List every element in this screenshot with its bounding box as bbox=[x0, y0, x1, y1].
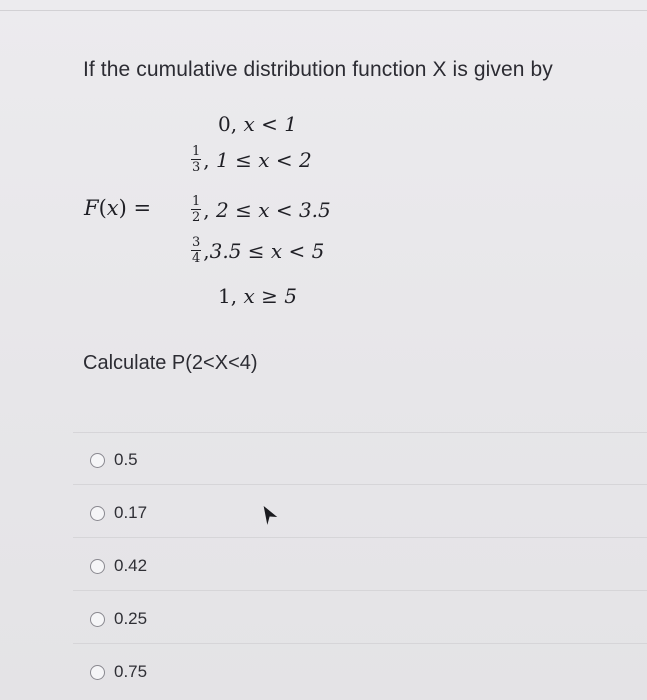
option-label: 0.5 bbox=[114, 450, 138, 469]
cdf-case-value: 0 bbox=[218, 112, 231, 136]
cdf-variable: x bbox=[106, 196, 119, 220]
radio-button-icon[interactable] bbox=[90, 453, 105, 468]
cdf-case-condition: x < 1 bbox=[243, 112, 297, 136]
cdf-case-value: 1 bbox=[218, 284, 231, 308]
option-label: 0.75 bbox=[114, 662, 148, 681]
options-divider-top bbox=[73, 432, 647, 433]
option-divider bbox=[73, 537, 647, 538]
cdf-case-2: $\frac{1}{3}$ , 1 ≤ x < 2 bbox=[192, 144, 312, 175]
option-divider bbox=[73, 484, 647, 485]
cdf-case-condition: 1 ≤ x < 2 bbox=[216, 147, 312, 172]
cdf-case-condition: 3.5 ≤ x < 5 bbox=[209, 238, 325, 263]
cdf-case-condition: 2 ≤ x < 3.5 bbox=[216, 197, 331, 222]
answer-option-0.42[interactable] bbox=[90, 556, 147, 576]
answer-option-0.5[interactable] bbox=[90, 450, 138, 470]
option-label: 0.17 bbox=[114, 503, 148, 522]
cdf-case-condition: x ≥ 5 bbox=[243, 284, 297, 308]
cdf-case-fraction: $\frac{1}{3}$ bbox=[192, 144, 201, 175]
option-divider bbox=[73, 643, 647, 644]
option-label: 0.42 bbox=[114, 556, 148, 575]
cdf-function-name: F bbox=[84, 196, 99, 220]
option-label: 0.25 bbox=[114, 609, 148, 628]
answer-option-0.75[interactable] bbox=[90, 662, 147, 682]
cdf-case-3: $\frac{1}{2}$ , 2 ≤ x < 3.5 bbox=[192, 194, 331, 225]
cdf-case-4: $\frac{3}{4}$ , 3.5 ≤ x < 5 bbox=[192, 235, 325, 266]
option-divider bbox=[73, 590, 647, 591]
cdf-case-fraction: $\frac{1}{2}$ bbox=[192, 194, 201, 225]
cdf-case-fraction: $\frac{3}{4}$ bbox=[192, 235, 201, 266]
radio-button-icon[interactable] bbox=[90, 612, 105, 627]
question-text: If the cumulative distribution function X is given by bbox=[83, 58, 553, 81]
cdf-lhs: F(x) = bbox=[84, 196, 152, 220]
cdf-case-1: 0 , x < 1 bbox=[218, 112, 297, 136]
radio-button-icon[interactable] bbox=[90, 559, 105, 574]
answer-option-0.25[interactable] bbox=[90, 609, 147, 629]
calculate-prompt: Calculate P(2<X<4) bbox=[83, 352, 258, 374]
radio-button-icon[interactable] bbox=[90, 506, 105, 521]
radio-button-icon[interactable] bbox=[90, 665, 105, 680]
top-divider bbox=[0, 10, 647, 11]
mouse-cursor-icon bbox=[258, 504, 278, 526]
cdf-case-5: 1 , x ≥ 5 bbox=[218, 284, 297, 308]
answer-option-0.17[interactable] bbox=[90, 503, 147, 523]
